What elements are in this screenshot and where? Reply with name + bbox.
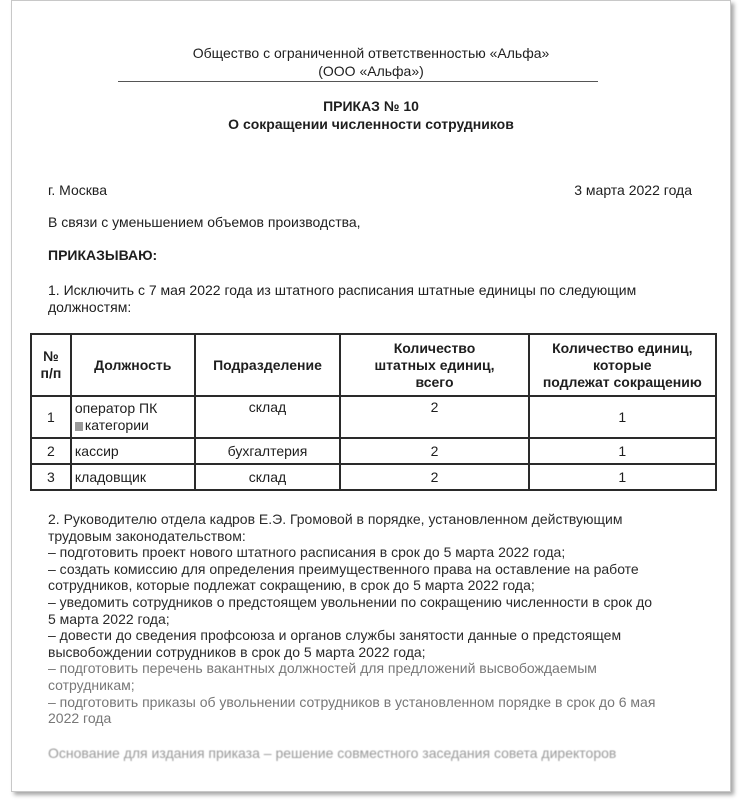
cell-total: 2 [340,464,528,490]
header-reduce-line1: Количество единиц, [552,339,693,356]
order-date: 3 марта 2022 года [574,182,692,198]
order-title: ПРИКАЗ № 10 [323,98,419,114]
cell-num: 1 [31,396,71,438]
cell-position [71,396,195,438]
cell-department: склад [195,396,341,438]
table-row [31,438,716,464]
item2-line: сотрудникам; [48,676,135,693]
cell-num: 3 [31,464,71,490]
cell-total: 2 [340,396,528,438]
item2-line: – подготовить приказы об увольнении сотрудников в установленном порядке в срок до 6 мая [48,693,656,710]
header-reduce-line2: которые [593,356,652,373]
header-divider [118,81,598,82]
header-num [31,334,71,396]
item2-line: трудовым законодательством: [48,527,246,544]
redacted-mark [75,422,83,431]
item1-text-line2: должностям: [48,299,132,315]
cell-department: склад [195,464,341,490]
header-total-line3: всего [415,373,454,390]
item2-line: 2022 года [48,710,112,727]
header-reduce-line3: подлежат сокращению [542,373,702,390]
table-row [31,396,716,438]
item2-line: – создать комиссию для определения преимущественного права на оставление на работе [48,560,639,577]
header-num-line1: № [43,348,59,364]
cell-reduce: 1 [529,438,716,464]
cell-position: кладовщик [71,464,195,490]
item2-line: – уведомить сотрудников о предстоящем увольнении по сокращению численности в срок до [48,593,653,610]
cell-department: бухгалтерия [195,438,341,464]
item1-text-line1: 1. Исключить с 7 мая 2022 года из штатного расписания штатные единицы по следующим [48,282,637,298]
cell-reduce: 1 [529,396,716,438]
header-total-line1: Количество [393,339,476,356]
cell-position-line2-wrap [75,417,191,434]
order-subject: О сокращении численности сотрудников [228,116,514,132]
cell-total: 2 [340,438,528,464]
header-total-units [340,334,528,396]
header-department: Подразделение [195,334,341,396]
cell-position-line2: категории [84,417,149,433]
header-num-line2: п/п [40,365,62,381]
table-row [31,464,716,490]
order-reason: В связи с уменьшением объемов производства, [48,214,361,230]
order-basis: Основание для издания приказа – решение совместного заседания совета директоров [48,745,617,761]
table-header-row [31,334,716,396]
item2-line: сотрудников, которые подлежат сокращению, в срок до 5 марта 2022 года; [48,577,535,594]
item2-line: 5 марта 2022 года; [48,610,170,627]
item2-line: – подготовить перечень вакантных должностей для предложений высвобождаемым [48,660,597,677]
item2-paragraph [48,511,698,727]
order-directive: ПРИКАЗЫВАЮ: [48,247,158,263]
item2-line: – подготовить проект нового штатного расписания в срок до 5 марта 2022 года; [48,544,566,561]
header-reduce-units [529,334,716,396]
header-position: Должность [71,334,195,396]
item2-line: 2. Руководителю отдела кадров Е.Э. Громовой в порядке, установленном действующим [48,511,623,527]
order-city: г. Москва [48,182,107,198]
cell-num: 2 [31,438,71,464]
cell-position-line1: оператор ПК [74,400,158,416]
item2-line: – довести до сведения профсоюза и органов службы занятости данные о предстоящем [48,627,622,644]
organization-short-name: (ООО «Альфа») [318,63,424,79]
organization-full-name: Общество с ограниченной ответственностью «Альфа» [192,45,550,61]
item2-line: высвобождении сотрудников в срок до 5 марта 2022 года; [48,643,426,660]
document-page [11,0,731,792]
header-total-line2: штатных единиц, [374,356,495,373]
cell-reduce: 1 [529,464,716,490]
staff-units-table [30,333,717,491]
cell-position: кассир [71,438,195,464]
